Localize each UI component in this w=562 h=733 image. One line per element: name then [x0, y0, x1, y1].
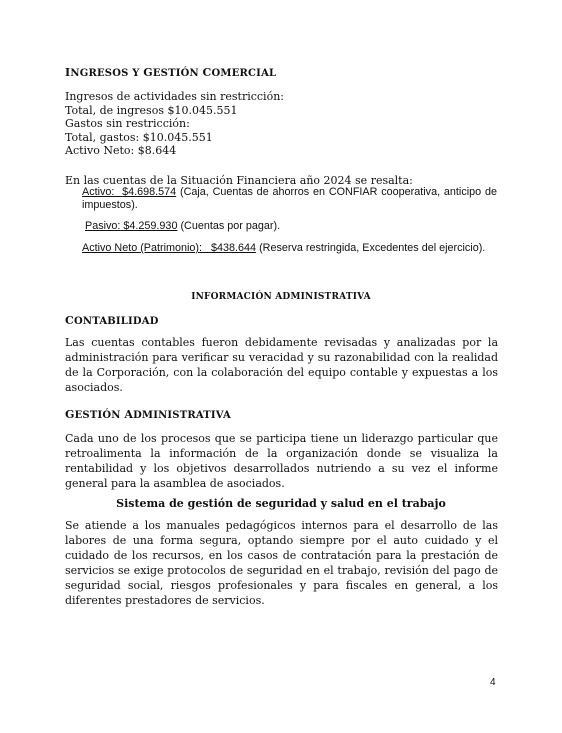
ingresos-line: Activo Neto: $8.644 — [65, 144, 177, 158]
page-number: 4 — [490, 677, 496, 688]
ingresos-line: Total, gastos: $10.045.551 — [65, 130, 213, 144]
ingresos-line: Gastos sin restricción: — [65, 117, 190, 131]
activo-neto-description: (Reserva restringida, Excedentes del ejercicio). — [259, 242, 486, 254]
activo-description: (Caja, Cuentas de ahorros en CONFIAR cooperativa, anticipo de impuestos). — [82, 186, 497, 211]
activo-entry — [82, 186, 497, 212]
contabilidad-paragraph: Las cuentas contables fueron debidamente revisadas y analizadas por la administración para verificar su veracidad y su razonabilidad con la realidad de la Corporación, con la colaboración del equipo contable y expuestas a los asociados. — [65, 336, 498, 394]
activo-label: Activo: — [82, 186, 115, 198]
pasivo-value: $4.259.930 — [123, 220, 178, 232]
info-admin-title: INFORMACIÓN ADMINISTRATIVA — [191, 292, 371, 302]
seguridad-title: Sistema de gestión de seguridad y salud en el trabajo — [116, 497, 446, 510]
activo-neto-label: Activo Neto (Patrimonio): — [82, 242, 203, 254]
ingresos-summary — [65, 90, 284, 158]
section-heading-ingresos: INGRESOS Y GESTIÓN COMERCIAL — [65, 66, 277, 79]
ingresos-line: Total, de ingresos $10.045.551 — [65, 103, 238, 117]
situacion-intro: En las cuentas de la Situación Financiera año 2024 se resalta: — [65, 174, 413, 187]
seguridad-paragraph: Se atiende a los manuales pedagógicos internos para el desarrollo de las labores de una forma segura, optando siempre por el auto cuidado y el cuidado de los recursos, en los casos de contratación para la prestación de servicios se exige protocolos de seguridad en el trabajo, revisión del pago de seguridad social, riesgos profesionales y para fiscales en general, a los diferentes prestadores de servicios. — [65, 519, 498, 607]
pasivo-label: Pasivo: — [85, 220, 121, 232]
ingresos-line: Ingresos de actividades sin restricción: — [65, 90, 284, 103]
pasivo-entry — [85, 220, 280, 233]
section-heading-gestion: GESTIÓN ADMINISTRATIVA — [65, 408, 231, 421]
gestion-paragraph: Cada uno de los procesos que se participa tiene un liderazgo particular que retroalimenta la información de la organización donde se visualiza la rentabilidad y los objetivos desarrollados nutriendo a su vez el informe general para la asamblea de asociados. — [65, 432, 498, 490]
section-heading-contabilidad: CONTABILIDAD — [65, 314, 159, 327]
activo-neto-entry — [82, 242, 485, 255]
activo-value: $4.698.574 — [122, 186, 177, 198]
pasivo-description: (Cuentas por pagar). — [180, 220, 281, 232]
activo-neto-value: $438.644 — [211, 242, 257, 254]
